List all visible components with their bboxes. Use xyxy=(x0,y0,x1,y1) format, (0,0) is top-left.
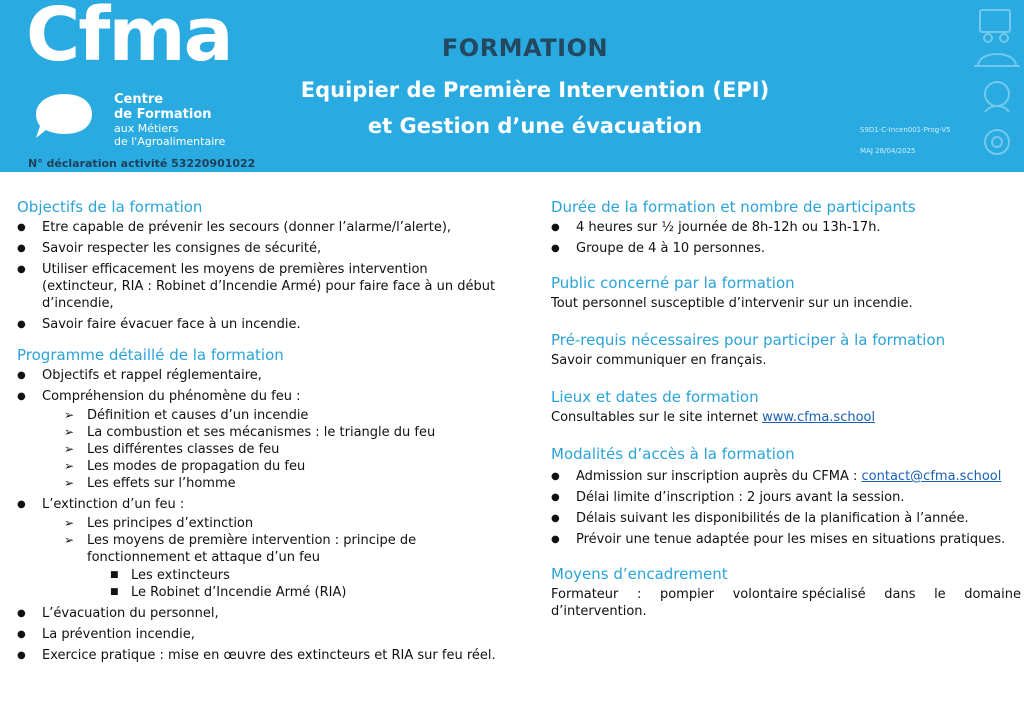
page-title: FORMATION xyxy=(441,34,609,62)
subtitle-line-1: Equipier de Première Intervention (EPI) xyxy=(300,78,770,102)
extinction-sublist xyxy=(17,515,497,601)
objectifs-list xyxy=(17,219,497,333)
lieux-text-line xyxy=(551,409,1021,426)
page-subtitle xyxy=(270,72,800,144)
centre-line-2: de Formation xyxy=(114,107,212,122)
lieux-title: Lieux et dates de formation xyxy=(551,388,759,406)
list-item: ● Utiliser efficacement les moyens de premières intervention (extincteur, RIA : Robinet d’Incendie Armé) pour faire face à un début d’incendie, xyxy=(17,261,497,312)
metiers-label xyxy=(114,122,225,148)
programme-title: Programme détaillé de la formation xyxy=(17,346,284,364)
list-item: ➢ Définition et causes d’un incendie xyxy=(17,407,497,424)
list-item: ➢ Les principes d’extinction xyxy=(17,515,497,532)
list-item: ● Exercice pratique : mise en œuvre des extincteurs et RIA sur feu réel. xyxy=(17,647,497,664)
moyens-word: Formateur xyxy=(551,587,619,602)
list-item: ■ Les extincteurs xyxy=(17,567,497,584)
modalite-1-text: Admission sur inscription auprès du CFMA : xyxy=(576,469,862,484)
list-item xyxy=(17,496,497,601)
metiers-line-2: de l'Agroalimentaire xyxy=(114,135,226,148)
list-item: ■ Le Robinet d’Incendie Armé (RIA) xyxy=(17,584,497,601)
declaration-number: N° déclaration activité 53220901022 xyxy=(28,157,256,170)
programme-list xyxy=(17,367,497,664)
public-text: Tout personnel susceptible d’intervenir sur un incendie. xyxy=(551,296,913,311)
centre-formation-label xyxy=(114,92,212,122)
cfma-logo-text: Cfma xyxy=(26,0,232,78)
list-item xyxy=(17,532,497,601)
prog-2-label: Compréhension du phénomène du feu : xyxy=(42,389,301,404)
prog-3-label: L’extinction d’un feu : xyxy=(42,497,185,512)
centre-line-1: Centre xyxy=(114,92,164,107)
moyens-title: Moyens d’encadrement xyxy=(551,565,728,583)
document-reference: S9D1-C-Incen001-Prog-V5 xyxy=(860,126,951,134)
left-column xyxy=(17,197,497,668)
list-item: ● Savoir faire évacuer face à un incendie. xyxy=(17,316,497,333)
moyens-sublist xyxy=(17,567,497,601)
decorative-industry-icons xyxy=(970,4,1024,168)
duree-list xyxy=(551,219,1021,257)
list-item: ➢ La combustion et ses mécanismes : le triangle du feu xyxy=(17,424,497,441)
moyens-label: Les moyens de première intervention : principe de fonctionnement et attaque d’un feu xyxy=(87,533,417,565)
list-item: ● Délais suivant les disponibilités de la planification à l’année. xyxy=(551,510,1021,527)
contact-email-link[interactable]: contact@cfma.school xyxy=(861,469,1002,484)
right-column xyxy=(551,197,1021,620)
duree-title: Durée de la formation et nombre de participants xyxy=(551,198,916,216)
header-banner xyxy=(0,0,1024,172)
list-item xyxy=(17,388,497,492)
update-date: MAJ 28/04/2025 xyxy=(860,147,916,155)
moyens-text-line-2: d’intervention. xyxy=(551,604,647,619)
list-item: ● Délai limite d’inscription : 2 jours avant la session. xyxy=(551,489,1021,506)
prerequis-text: Savoir communiquer en français. xyxy=(551,353,767,368)
list-item: ● L’évacuation du personnel, xyxy=(17,605,497,622)
metiers-line-1: aux Métiers xyxy=(114,122,179,135)
moyens-word: : xyxy=(636,587,642,602)
modalites-list xyxy=(551,468,1021,548)
modalites-title: Modalités d’accès à la formation xyxy=(551,445,795,463)
list-item: ● Etre capable de prévenir les secours (donner l’alarme/l’alerte), xyxy=(17,219,497,236)
phenomene-sublist xyxy=(17,407,497,492)
list-item xyxy=(551,468,1021,485)
list-item: ● La prévention incendie, xyxy=(17,626,497,643)
list-item: ➢ Les différentes classes de feu xyxy=(17,441,497,458)
moyens-word: domaine xyxy=(964,587,1021,602)
list-item: ➢ Les modes de propagation du feu xyxy=(17,458,497,475)
moyens-word: le xyxy=(934,587,946,602)
prerequis-title: Pré-requis nécessaires pour participer à la formation xyxy=(551,331,946,349)
moyens-word: volontaire spécialisé xyxy=(732,587,866,602)
list-item: ● Groupe de 4 à 10 personnes. xyxy=(551,240,1021,257)
moyens-text-line-1 xyxy=(551,586,1021,603)
objectifs-title: Objectifs de la formation xyxy=(17,198,203,216)
website-link[interactable]: www.cfma.school xyxy=(762,410,876,425)
speech-bubble-logo-icon xyxy=(34,92,94,140)
lieux-text: Consultables sur le site internet xyxy=(551,410,763,425)
list-item: ● 4 heures sur ½ journée de 8h-12h ou 13h-17h. xyxy=(551,219,1021,236)
moyens-word: pompier xyxy=(659,587,715,602)
list-item: ● Prévoir une tenue adaptée pour les mises en situations pratiques. xyxy=(551,531,1021,548)
list-item: ● Savoir respecter les consignes de sécurité, xyxy=(17,240,497,257)
moyens-word: dans xyxy=(884,587,916,602)
subtitle-line-2: et Gestion d’une évacuation xyxy=(367,114,703,138)
list-item: ● Objectifs et rappel réglementaire, xyxy=(17,367,497,384)
list-item: ➢ Les effets sur l’homme xyxy=(17,475,497,492)
public-title: Public concerné par la formation xyxy=(551,274,795,292)
